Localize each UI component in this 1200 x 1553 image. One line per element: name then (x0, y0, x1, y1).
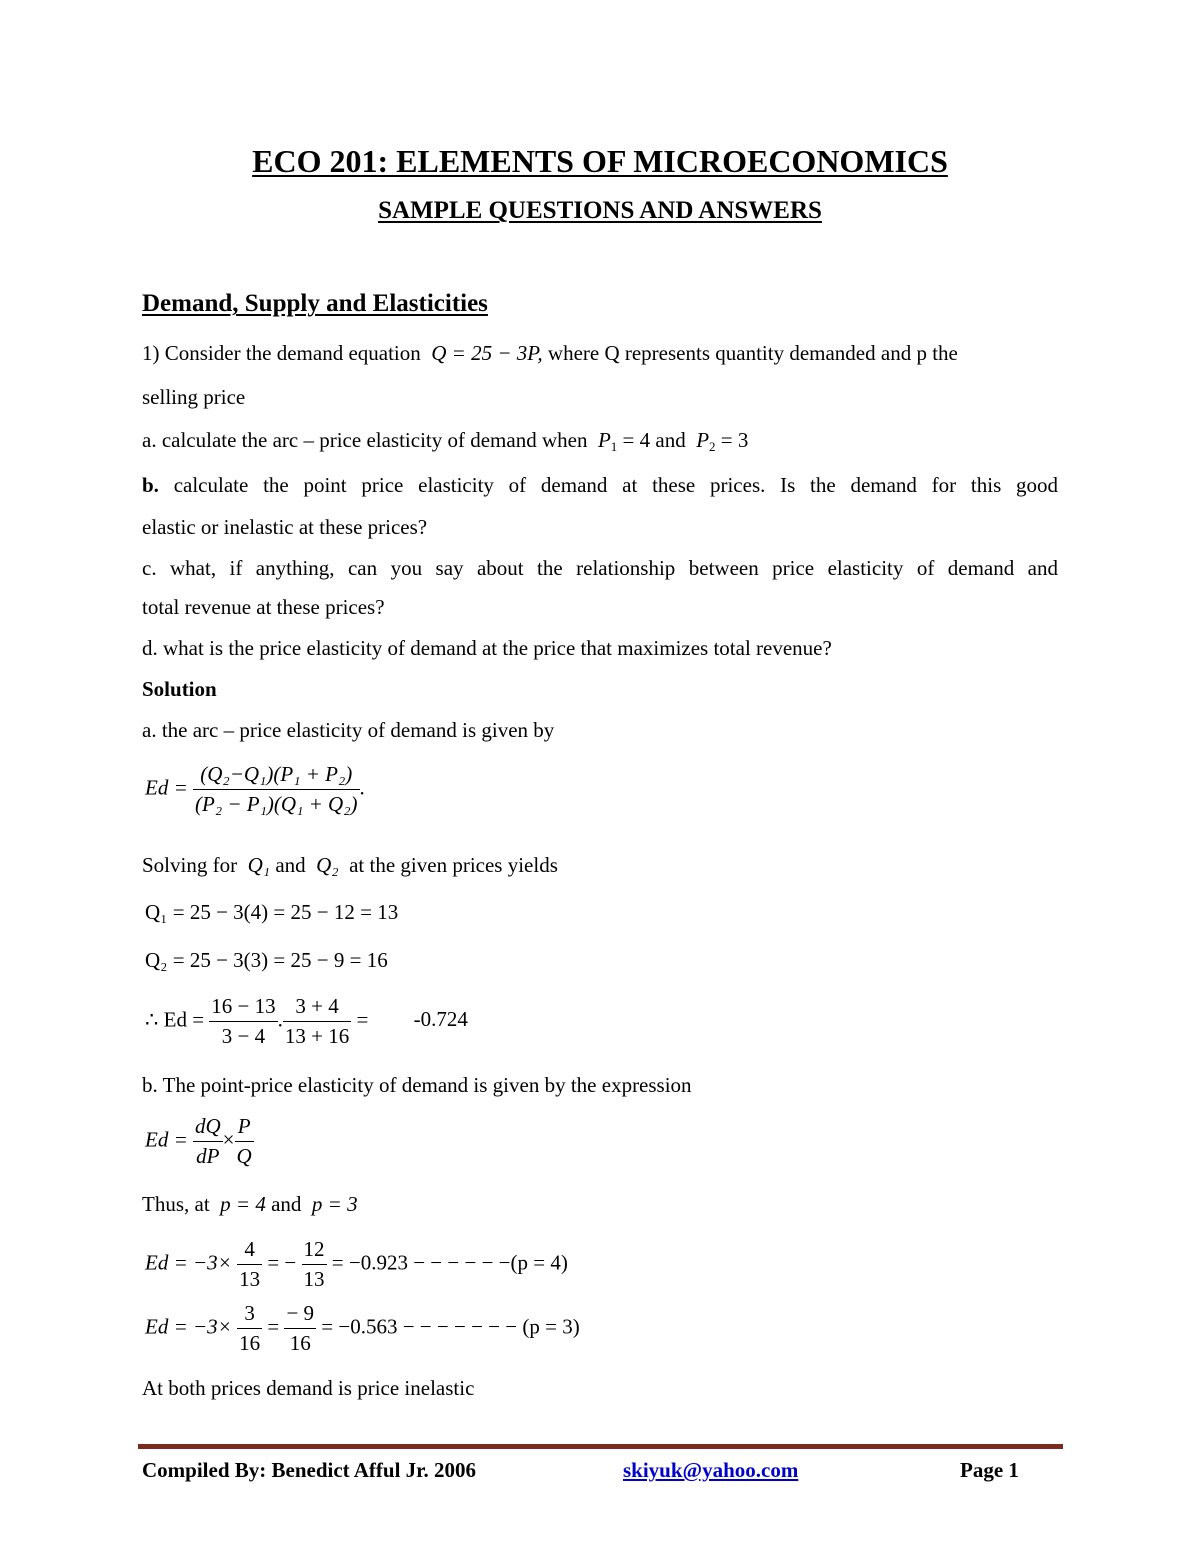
q2-calculation: Q₂ = 25 − 3(3) = 25 − 9 = 16 (145, 948, 388, 972)
thus-line: Thus, at p = 4 and p = 3 (142, 1192, 358, 1216)
question-part-c-line2: total revenue at these prices? (142, 595, 385, 619)
solution-heading: Solution (142, 677, 217, 701)
solution-a-intro: a. the arc – price elasticity of demand is given by (142, 718, 555, 742)
arc-elasticity-calculation: ∴ Ed = $\frac{16 - 13}{3 - 4}$ . $\frac{3 + 4}{13 + 16}$ = -0.724 (145, 994, 468, 1048)
solving-for-line: Solving for Q₁ and Q₂ at the given prices yields (142, 853, 558, 877)
solution-b-intro: b. The point-price elasticity of demand is given by the expression (142, 1073, 692, 1097)
footer-compiled-by: Compiled By: Benedict Afful Jr. 2006 (142, 1458, 477, 1482)
question-part-b-line2: elastic or inelastic at these prices? (142, 515, 428, 539)
question-part-a: a. calculate the arc – price elasticity of demand when $P_1 = 4$ and $P_2 = 3$ (142, 428, 749, 454)
point-elasticity-formula: Ed = $\frac{dQ}{dP}$ × $\frac{P}{Q}$ (145, 1114, 252, 1168)
point-elasticity-p3: Ed = −3× $\frac{3}{16}$ = $\frac{- 9}{16}$ = −0.563 − − − − − − − (p = 3) (145, 1301, 580, 1355)
question-part-b-line1: b. calculate the point price elasticity of demand at these prices. Is the demand for this good (142, 473, 1059, 497)
arc-elasticity-result: -0.724 (413, 1007, 468, 1032)
footer-rule (138, 1444, 1063, 1449)
document-subtitle: SAMPLE QUESTIONS AND ANSWERS (378, 197, 822, 224)
question-part-c-line1: c. what, if anything, can you say about the relationship between price elasticity of demand and (142, 556, 1058, 580)
footer-page-number: Page 1 (960, 1458, 1019, 1482)
arc-elasticity-formula: Ed = $\frac{\text{(Q₂−Q₁)(P₁ + P₂)}}{\text{(P₂ − P₁)(Q₁ + Q₂)}}$ . (145, 762, 365, 816)
document-title: ECO 201: ELEMENTS OF MICROECONOMICS (252, 143, 948, 179)
arc-elasticity-fraction: $\frac{\text{(Q₂−Q₁)(P₁ + P₂)}}{\text{(P₂ − P₁)(Q₁ + Q₂)}}$ (195, 762, 358, 816)
solution-conclusion: At both prices demand is price inelastic (142, 1376, 475, 1400)
footer-email-link[interactable]: skiyuk@yahoo.com (623, 1458, 799, 1482)
point-elasticity-p4: Ed = −3× $\frac{4}{13}$ = − $\frac{12}{13}$ = −0.923 − − − − − −(p = 4) (145, 1237, 568, 1291)
question-part-d: d. what is the price elasticity of demand at the price that maximizes total revenue? (142, 636, 832, 660)
question-intro-line2: selling price (142, 385, 246, 409)
section-heading: Demand, Supply and Elasticities (142, 290, 488, 317)
demand-equation: Q = 25 − 3P, (431, 341, 543, 365)
question-intro: 1) Consider the demand equation Q = 25 − 3P, where Q represents quantity demanded and p the (142, 341, 958, 365)
q1-calculation: Q₁ = 25 − 3(4) = 25 − 12 = 13 (145, 900, 399, 924)
